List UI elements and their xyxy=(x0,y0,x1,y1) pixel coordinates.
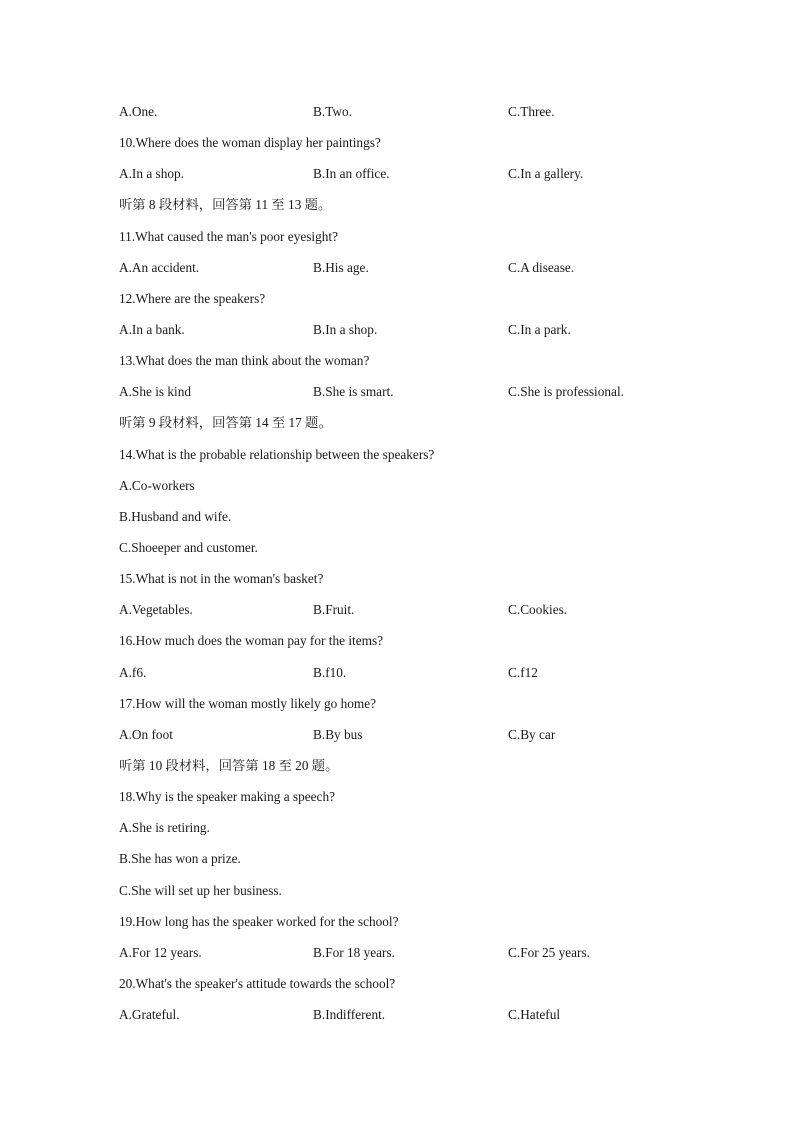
question-label: 20.What's the speaker's attitude towards the school? xyxy=(119,975,396,991)
question-text xyxy=(119,351,719,382)
section-instruction xyxy=(119,756,719,787)
question-label: 11.What caused the man's poor eyesight? xyxy=(119,228,339,244)
section-label: 听第 9 段材料，回答第 14 至 17 题。 xyxy=(119,415,332,431)
option-c: C.In a gallery. xyxy=(508,166,584,182)
question-text xyxy=(119,289,719,320)
answer-options-row xyxy=(119,600,719,631)
question-text xyxy=(119,849,719,880)
answer-options-row xyxy=(119,725,719,756)
option-c: C.Cookies. xyxy=(508,602,568,618)
option-b: B.Fruit. xyxy=(313,602,355,618)
question-list xyxy=(119,102,719,1036)
question-label: 19.How long has the speaker worked for the school? xyxy=(119,913,399,929)
option-b: B.Two. xyxy=(313,104,352,119)
section-instruction xyxy=(119,195,719,226)
option-b: B.For 18 years. xyxy=(313,944,395,960)
question-label: B.She has won a prize. xyxy=(119,851,241,867)
question-label: B.Husband and wife. xyxy=(119,508,232,524)
option-b: B.Indifferent. xyxy=(313,1007,386,1023)
option-c: C.In a park. xyxy=(508,321,571,337)
question-label: 18.Why is the speaker making a speech? xyxy=(119,789,335,805)
option-a: A.For 12 years. xyxy=(119,944,202,960)
option-a: A.f6. xyxy=(119,664,147,680)
option-a: A.In a shop. xyxy=(119,166,184,182)
option-b: B.f10. xyxy=(313,664,347,680)
question-text xyxy=(119,694,719,725)
option-a: A.One. xyxy=(119,104,158,119)
answer-options-row xyxy=(119,258,719,289)
question-label: 10.Where does the woman display her paintings? xyxy=(119,135,381,151)
question-text xyxy=(119,912,719,943)
question-text xyxy=(119,569,719,600)
question-label: A.Co-workers xyxy=(119,477,195,493)
question-text xyxy=(119,507,719,538)
option-c: C.By car xyxy=(508,726,556,742)
option-c: C.She is professional. xyxy=(508,384,624,400)
question-text xyxy=(119,538,719,569)
option-b: B.In a shop. xyxy=(313,321,378,337)
question-label: 17.How will the woman mostly likely go home? xyxy=(119,695,377,711)
option-a: A.Vegetables. xyxy=(119,602,193,618)
question-text xyxy=(119,445,719,476)
option-b: B.In an office. xyxy=(313,166,390,182)
answer-options-row xyxy=(119,164,719,195)
option-a: A.In a bank. xyxy=(119,321,185,337)
section-label: 听第 8 段材料，回答第 11 至 13 题。 xyxy=(119,197,332,213)
question-label: 14.What is the probable relationship between the speakers? xyxy=(119,446,435,462)
option-a: A.On foot xyxy=(119,726,173,742)
question-text xyxy=(119,787,719,818)
section-instruction xyxy=(119,413,719,444)
option-a: A.An accident. xyxy=(119,259,200,275)
question-label: 15.What is not in the woman's basket? xyxy=(119,571,324,587)
question-text xyxy=(119,227,719,258)
option-b: B.By bus xyxy=(313,726,363,742)
answer-options-row xyxy=(119,102,719,133)
question-label: 16.How much does the woman pay for the items? xyxy=(119,633,384,649)
question-text xyxy=(119,476,719,507)
answer-options-row xyxy=(119,382,719,413)
option-a: A.Grateful. xyxy=(119,1007,180,1023)
question-text xyxy=(119,133,719,164)
answer-options-row xyxy=(119,320,719,351)
question-label: C.Shoeeper and customer. xyxy=(119,539,258,555)
question-text xyxy=(119,631,719,662)
question-label: C.She will set up her business. xyxy=(119,882,282,898)
question-label: A.She is retiring. xyxy=(119,820,210,836)
question-text xyxy=(119,974,719,1005)
option-a: A.She is kind xyxy=(119,384,192,400)
question-text xyxy=(119,881,719,912)
question-label: 13.What does the man think about the woman? xyxy=(119,353,370,369)
answer-options-row xyxy=(119,663,719,694)
option-c: C.A disease. xyxy=(508,259,575,275)
option-b: B.His age. xyxy=(313,259,369,275)
option-c: C.For 25 years. xyxy=(508,944,590,960)
option-c: C.Three. xyxy=(508,104,555,119)
option-b: B.She is smart. xyxy=(313,384,394,400)
question-label: 12.Where are the speakers? xyxy=(119,290,266,306)
answer-options-row xyxy=(119,943,719,974)
section-label: 听第 10 段材料，回答第 18 至 20 题。 xyxy=(119,757,339,773)
option-c: C.f12 xyxy=(508,664,538,680)
answer-options-row xyxy=(119,1005,719,1036)
question-text xyxy=(119,818,719,849)
option-c: C.Hateful xyxy=(508,1007,561,1023)
